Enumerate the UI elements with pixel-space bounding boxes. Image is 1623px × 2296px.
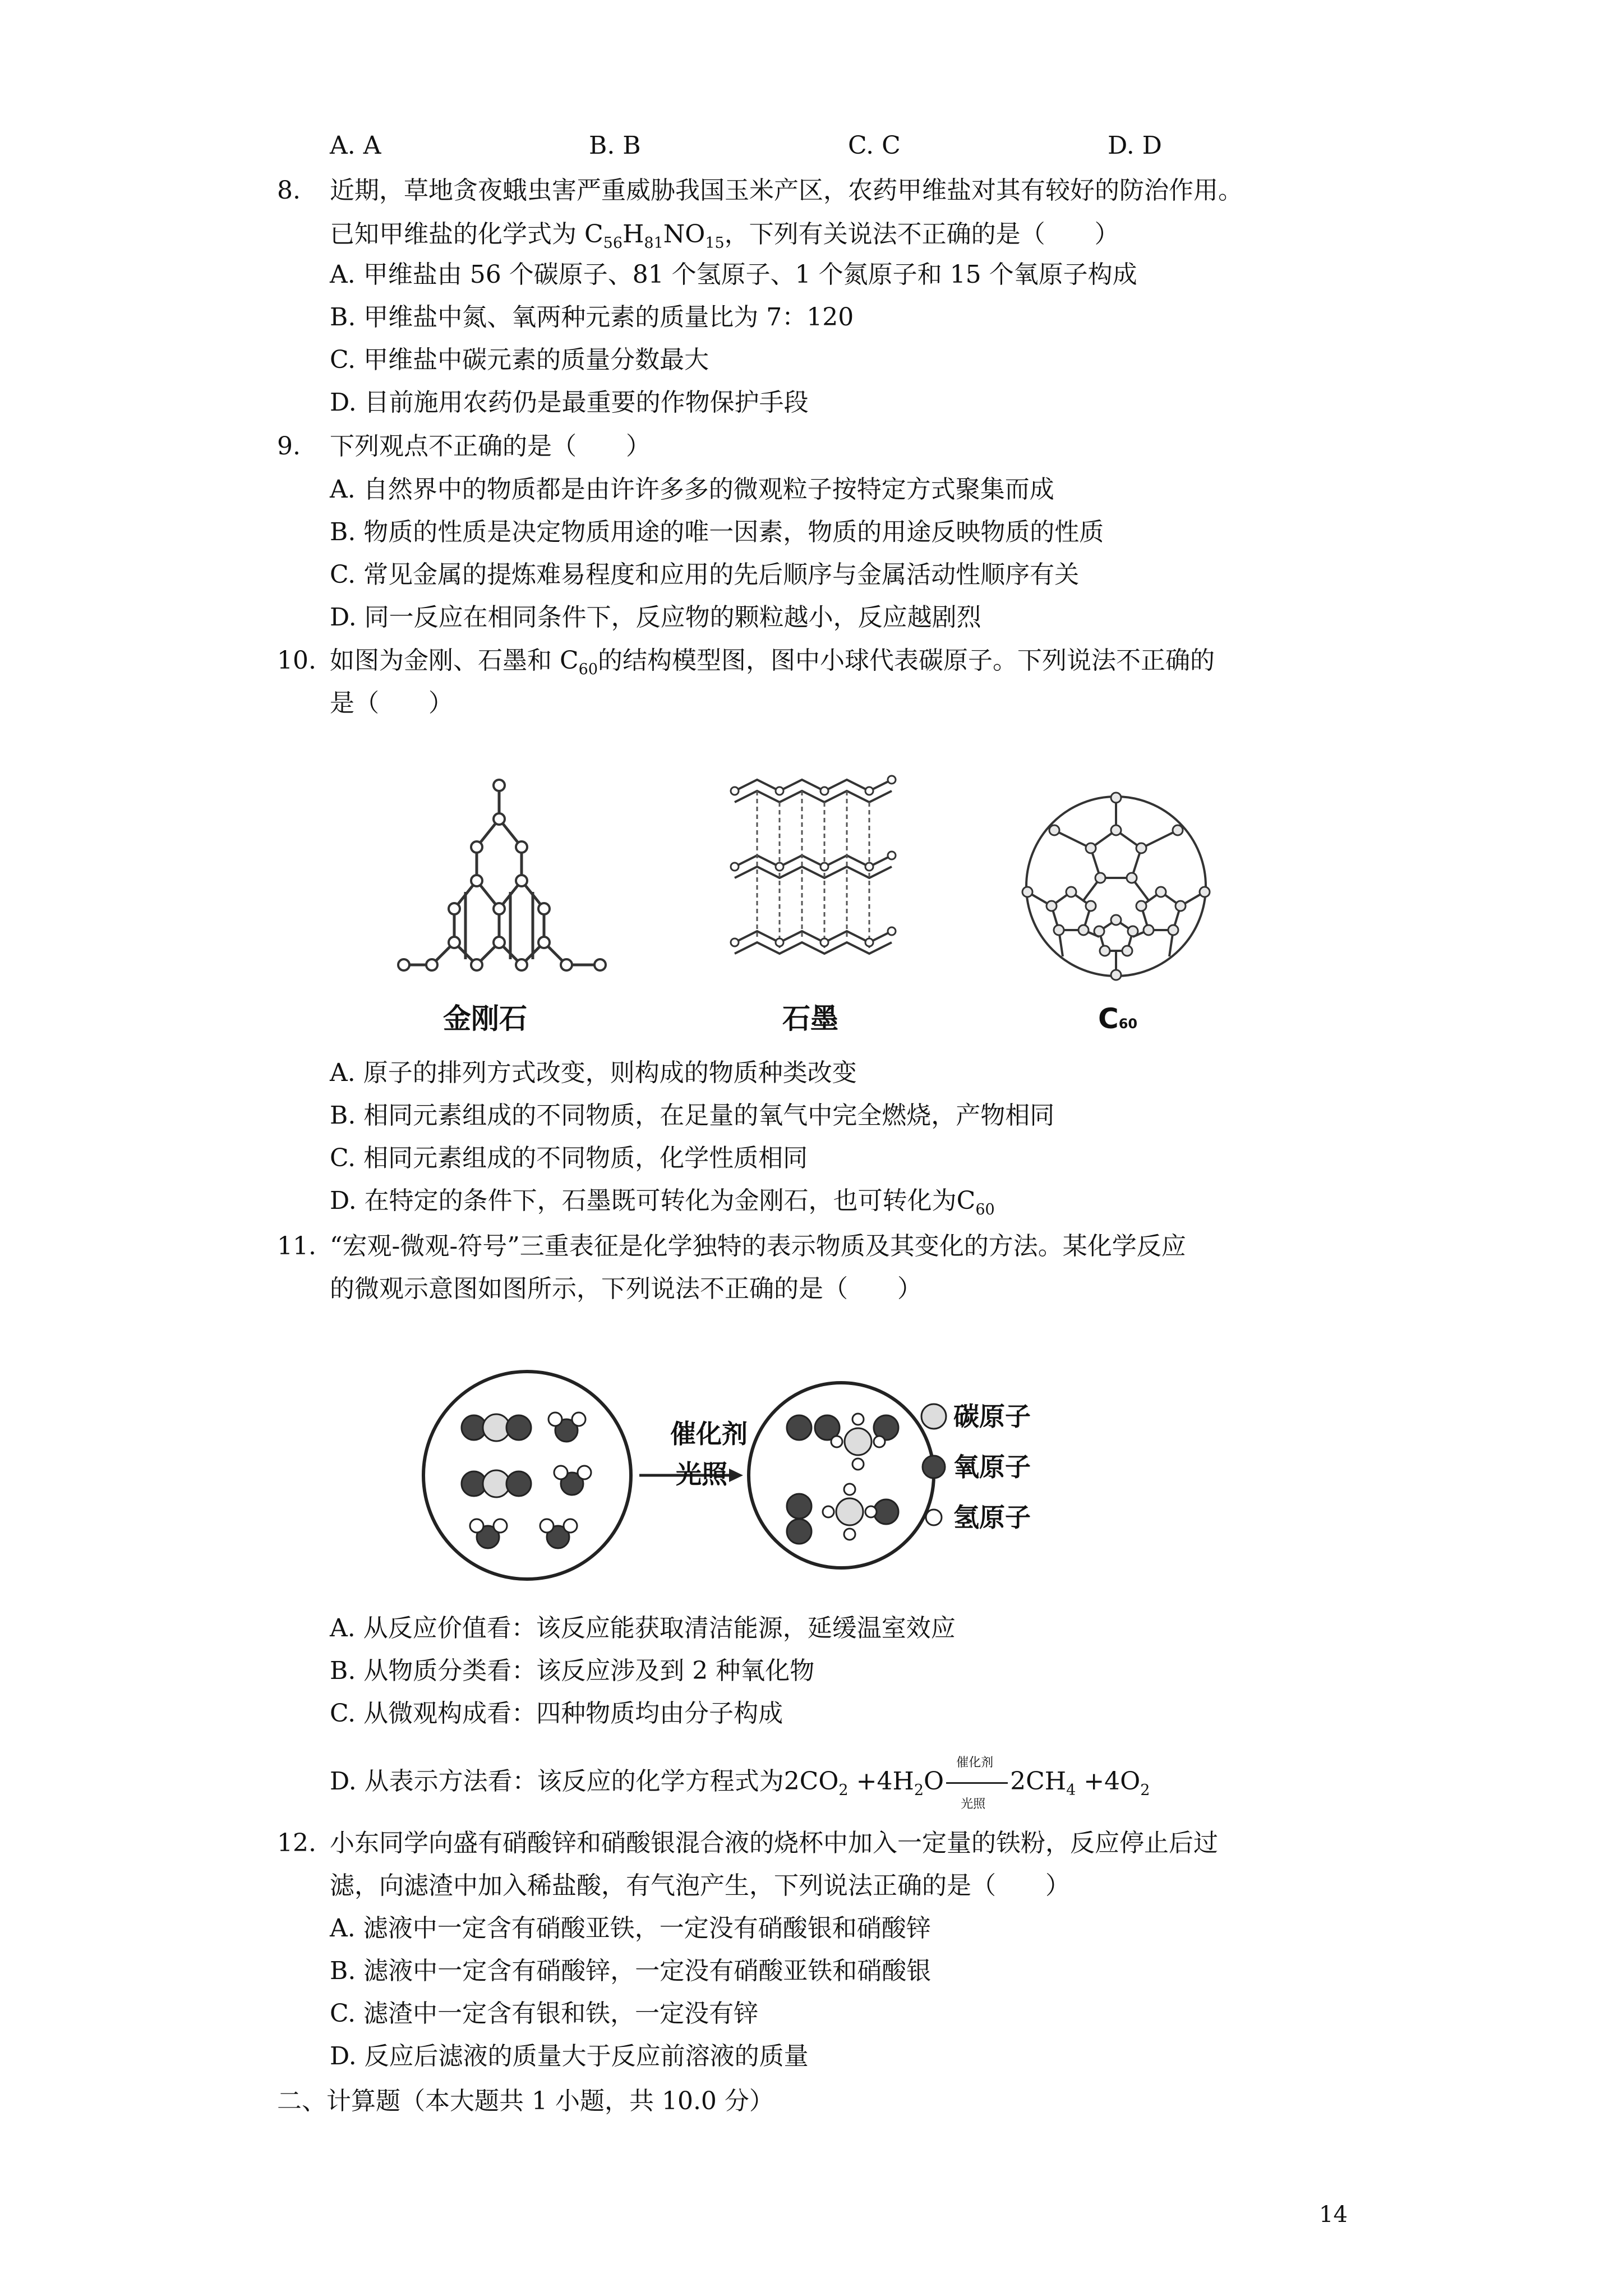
option-c: C. 甲维盐中碳元素的质量分数最大: [330, 346, 709, 374]
graphite-structure-figure: [723, 769, 909, 987]
option-d: D. 同一反应在相同条件下，反应物的颗粒越小，反应越剧烈: [330, 603, 981, 632]
diamond-caption: 金刚石: [443, 1002, 527, 1035]
question-number: 12.: [277, 1829, 316, 1857]
option-a: A. 原子的排列方式改变，则构成的物质种类改变: [330, 1059, 857, 1087]
option-d: D. 在特定的条件下，石墨既可转化为金刚石，也可转化为$C_{60}$: [330, 1186, 995, 1218]
option-b: B. 物质的性质是决定物质用途的唯一因素，物质的用途反映物质的性质: [330, 518, 1104, 546]
option-c: C. 从微观构成看：四种物质均由分子构成: [330, 1699, 783, 1728]
option-d: D. 反应后滤液的质量大于反应前溶液的质量: [330, 2042, 809, 2070]
question-stem: 下列观点不正确的是（ ）: [330, 432, 651, 461]
legend-carbon: 碳原子: [953, 1401, 1031, 1432]
option-c: C. C: [848, 131, 901, 160]
option-d: D. 从表示方法看：该反应的化学方程式为$2CO_2 +4H_2O$ 催化剂 光照 $2CH_4 +4O_2$: [330, 1755, 1150, 1811]
question-stem: 近期，草地贪夜蛾虫害严重威胁我国玉米产区，农药甲维盐对其有较好的防治作用。: [330, 176, 1243, 205]
question-stem: “宏观-微观-符号”三重表征是化学独特的表示物质及其变化的方法。某化学反应: [330, 1232, 1186, 1260]
question-stem: 小东同学向盛有硝酸锌和硝酸银混合液的烧杯中加入一定量的铁粉，反应停止后过: [330, 1829, 1218, 1857]
c60-caption: C60: [1098, 1002, 1138, 1035]
option-a: A. 自然界中的物质都是由许许多多的微观粒子按特定方式聚集而成: [330, 475, 1054, 504]
option-d: D. 目前施用农药仍是最重要的作物保护手段: [330, 388, 809, 417]
legend-hydrogen: 氢原子: [953, 1502, 1031, 1533]
diamond-structure-figure: [393, 774, 628, 987]
question-number: 10.: [277, 646, 316, 675]
option-b: B. 从物质分类看：该反应涉及到 2 种氧化物: [330, 1657, 815, 1685]
option-d: D. D: [1108, 131, 1162, 160]
option-a: A. A: [330, 131, 381, 160]
option-b: B. 滤液中一定含有硝酸锌，一定没有硝酸亚铁和硝酸银: [330, 1957, 932, 1985]
legend-oxygen: 氧原子: [953, 1452, 1031, 1482]
section-heading: 二、计算题（本大题共 1 小题，共 10.0 分）: [277, 2087, 774, 2115]
question-number: 8.: [277, 176, 301, 205]
option-b: B. B: [589, 131, 641, 160]
question-stem: 是（ ）: [330, 689, 453, 717]
option-a: A. 从反应价值看：该反应能获取清洁能源，延缓温室效应: [330, 1614, 956, 1642]
question-stem: 滤，向滤渣中加入稀盐酸，有气泡产生，下列说法正确的是（ ）: [330, 1871, 1070, 1900]
question-stem: 如图为金刚、石墨和 $C_{60}$的结构模型图，图中小球代表碳原子。下列说法不正确的: [330, 646, 1215, 678]
option-a: A. 甲维盐由 56 个碳原子、81 个氢原子、1 个氮原子和 15 个氧原子构成: [330, 260, 1137, 289]
c60-structure-figure: [1015, 785, 1217, 987]
light-label: 光照: [676, 1459, 727, 1489]
question-stem: 的微观示意图如图所示，下列说法不正确的是（ ）: [330, 1274, 922, 1303]
option-c: C. 滤渣中一定含有银和铁，一定没有锌: [330, 1999, 759, 2028]
option-c: C. 常见金属的提炼难易程度和应用的先后顺序与金属活动性顺序有关: [330, 560, 1080, 589]
graphite-caption: 石墨: [782, 1002, 838, 1035]
catalyst-label: 催化剂: [670, 1419, 748, 1449]
question-stem: 已知甲维盐的化学式为 $C_{56}H_{81}NO_{15}$，下列有关说法不正确的是（ ）: [330, 220, 1119, 252]
reaction-condition: 催化剂 光照: [946, 1772, 1008, 1795]
question-number: 9.: [277, 432, 301, 461]
option-b: B. 甲维盐中氮、氧两种元素的质量比为 7：120: [330, 303, 854, 332]
option-c: C. 相同元素组成的不同物质，化学性质相同: [330, 1144, 808, 1172]
option-b: B. 相同元素组成的不同物质，在足量的氧气中完全燃烧，产物相同: [330, 1101, 1055, 1130]
page-number: 14: [1319, 2202, 1348, 2228]
question-number: 11.: [277, 1232, 316, 1260]
option-a: A. 滤液中一定含有硝酸亚铁，一定没有硝酸银和硝酸锌: [330, 1914, 931, 1943]
